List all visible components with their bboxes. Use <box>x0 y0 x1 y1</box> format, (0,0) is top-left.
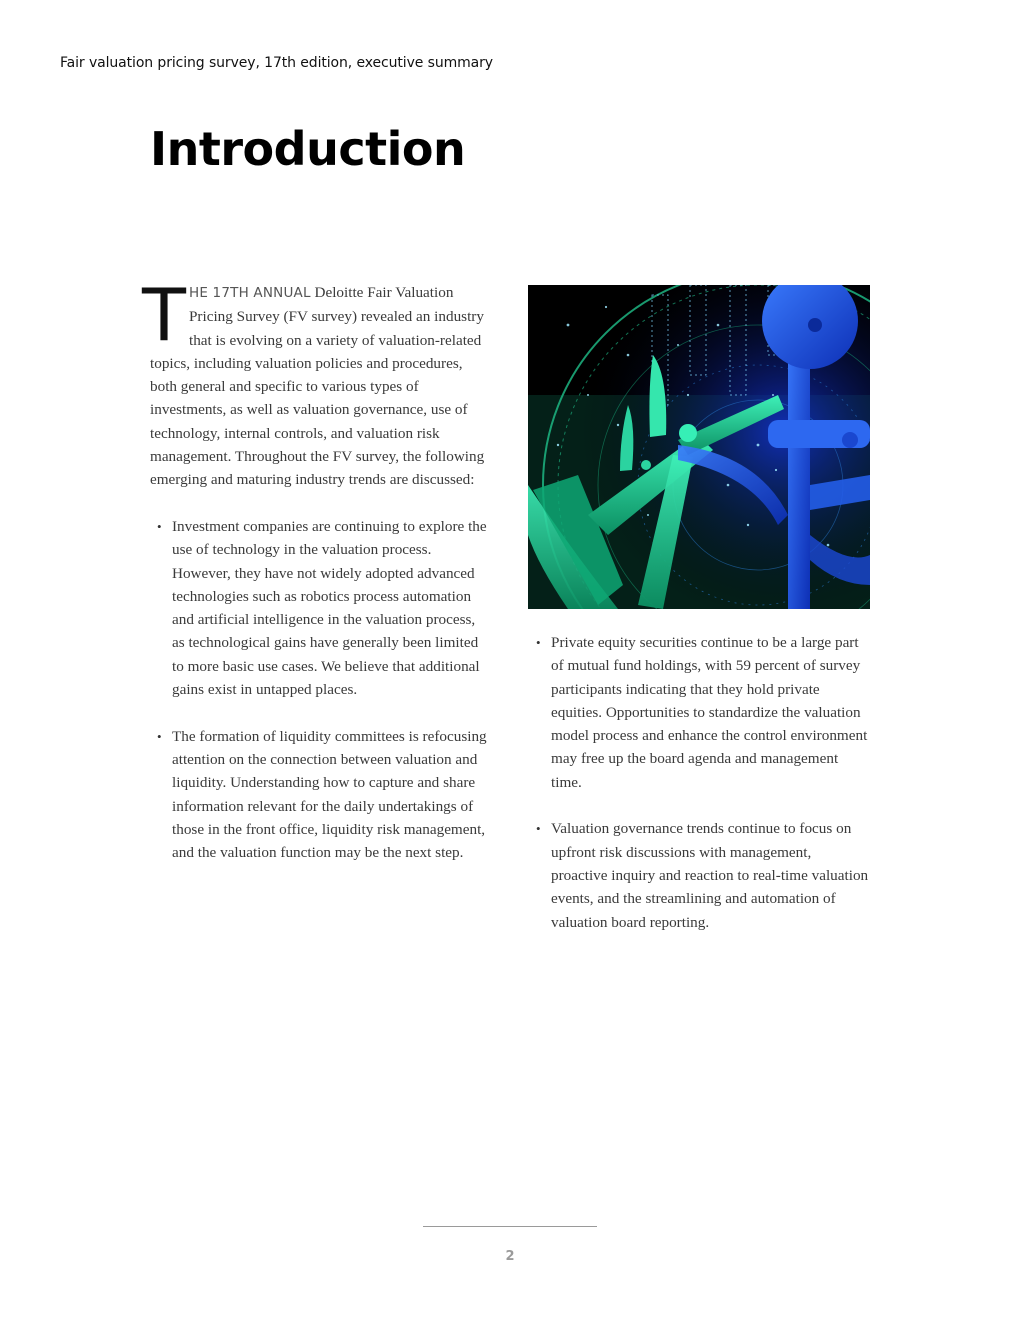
hero-illustration <box>528 285 870 609</box>
bullet-item-liquidity: • The formation of liquidity committees is refocusing attention on the connection between valuation and liquidity. Understanding how to capture and share information relevant for the daily undertakings of those in the front office, liquidity risk management, and the valuation function may be the next step. <box>172 725 490 865</box>
intro-paragraph <box>142 273 490 492</box>
left-column <box>142 273 490 864</box>
bullet-list-left <box>150 515 490 864</box>
intro-body: Deloitte Fair Valuation Pricing Survey (FV survey) revealed an industry that is evolving on a variety of valuation-related topics, including valuation policies and procedures, both general and specific to various types of investments, as well as valuation governance, use of technology, internal controls, and valuation risk management. Throughout the FV survey, the following emerging and maturing industry trends are discussed: <box>150 284 485 489</box>
page-number: 2 <box>505 1249 515 1264</box>
lead-in-smallcaps: HE 17TH ANNUAL <box>188 285 311 301</box>
page-title: Introduction <box>150 122 466 176</box>
right-column <box>529 631 871 934</box>
bullet-item-private-equity: • Private equity securities continue to be a large part of mutual fund holdings, with 59 percent of survey participants indicating that they hold private equities. Opportunities to standardize the valuation model process and enhance the control environment may free up the board agenda and management time. <box>551 631 871 794</box>
bullet-item-technology: • Investment companies are continuing to explore the use of technology in the valuation process. However, they have not widely adopted advanced technologies such as robotics process automation and artificial intelligence in the valuation process, as technological gains have generally been limited to more basic use cases. We believe that additional gains exist in untapped places. <box>172 515 490 701</box>
bullet-list-right <box>529 631 871 934</box>
footer-divider <box>423 1226 597 1227</box>
running-header: Fair valuation pricing survey, 17th edition, executive summary <box>60 55 493 71</box>
drop-cap: T <box>142 273 186 357</box>
bullet-item-governance: • Valuation governance trends continue to focus on upfront risk discussions with management, proactive inquiry and reaction to real-time valuation events, and the streamlining and automation of valuation board reporting. <box>551 817 871 933</box>
instrument-illustration <box>528 285 870 609</box>
